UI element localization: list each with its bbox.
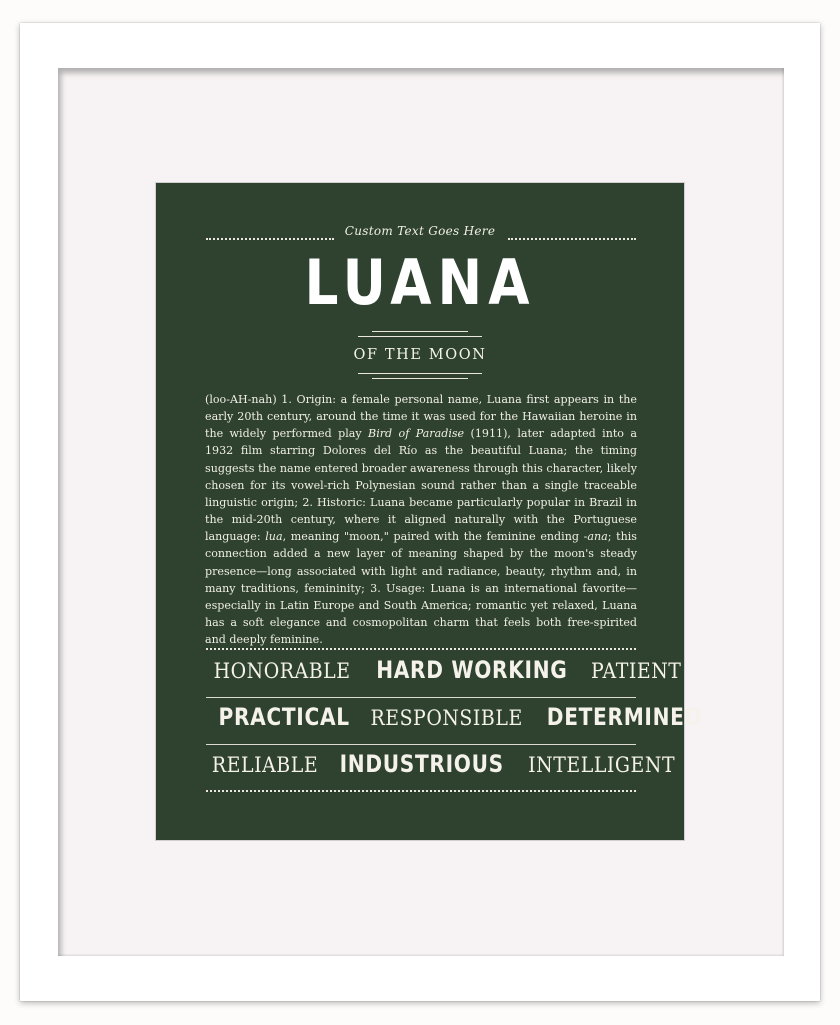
meaning-rule-top-short xyxy=(372,331,468,332)
name-meaning: OF THE MOON xyxy=(353,347,487,363)
trait-word: INDUSTRIOUS xyxy=(339,750,504,778)
traits-dotted-divider-bottom xyxy=(206,790,636,792)
description-italic-3: -ana xyxy=(583,530,608,544)
name-title: LUANA xyxy=(304,246,536,319)
trait-word: DETERMINED xyxy=(546,703,702,731)
meaning-rule-bottom-long xyxy=(358,373,482,374)
trait-word: HONORABLE xyxy=(213,659,351,683)
description-text-1: (loo-AH-nah) 1. Origin: a female personal name, Luana first appears in the early 20th century, around the time it was used for the Hawaiian heroine in the widely performed play xyxy=(205,393,637,441)
trait-word: RELIABLE xyxy=(211,753,319,777)
dotted-divider-left xyxy=(206,238,334,240)
traits-dotted-divider-top xyxy=(206,648,636,650)
meaning-rule-bottom-short xyxy=(372,378,468,379)
meaning-rule-top-long xyxy=(358,336,482,337)
dotted-divider-right xyxy=(508,238,636,240)
trait-word: PATIENT xyxy=(590,659,682,683)
description-italic-2: lua xyxy=(265,530,283,544)
traits-row-3 xyxy=(206,750,675,786)
custom-text: Custom Text Goes Here xyxy=(344,224,496,238)
trait-word: RESPONSIBLE xyxy=(370,706,524,730)
description-text-3: , meaning "moon," paired with the feminine ending xyxy=(282,530,584,544)
description-italic-1: Bird of Paradise xyxy=(368,427,465,441)
description-text-2: (1911), later adapted into a 1932 film starring Dolores del Río as the beautiful Luana; the timing suggests the name entered broader awareness through this character, likely chosen for its vowel-rich Polynesian sound rather than a single traceable linguistic origin; 2. Historic: Luana became particularly popular in Brazil in the mid-20th century, where it aligned naturally with the Portuguese language: xyxy=(205,427,637,544)
traits-divider-1 xyxy=(206,697,636,698)
traits-row-2 xyxy=(206,703,702,739)
name-description xyxy=(205,391,637,648)
trait-word: INTELLIGENT xyxy=(527,753,675,777)
description-text-4: ; this connection added a new layer of meaning shaped by the moon's steady presence—long associated with light and radiance, beauty, rhythm and, in many traditions, femininity; 3. Usage: Luana is an international favorite—especially in Latin Europe and South America; romantic yet relaxed, Luana has a soft elegance and cosmopolitan charm that feels both free-spirited and deeply feminine. xyxy=(205,530,637,647)
traits-row-1 xyxy=(206,656,682,692)
traits-divider-2 xyxy=(206,744,636,745)
trait-word: PRACTICAL xyxy=(218,703,350,731)
trait-word: HARD WORKING xyxy=(376,656,568,684)
